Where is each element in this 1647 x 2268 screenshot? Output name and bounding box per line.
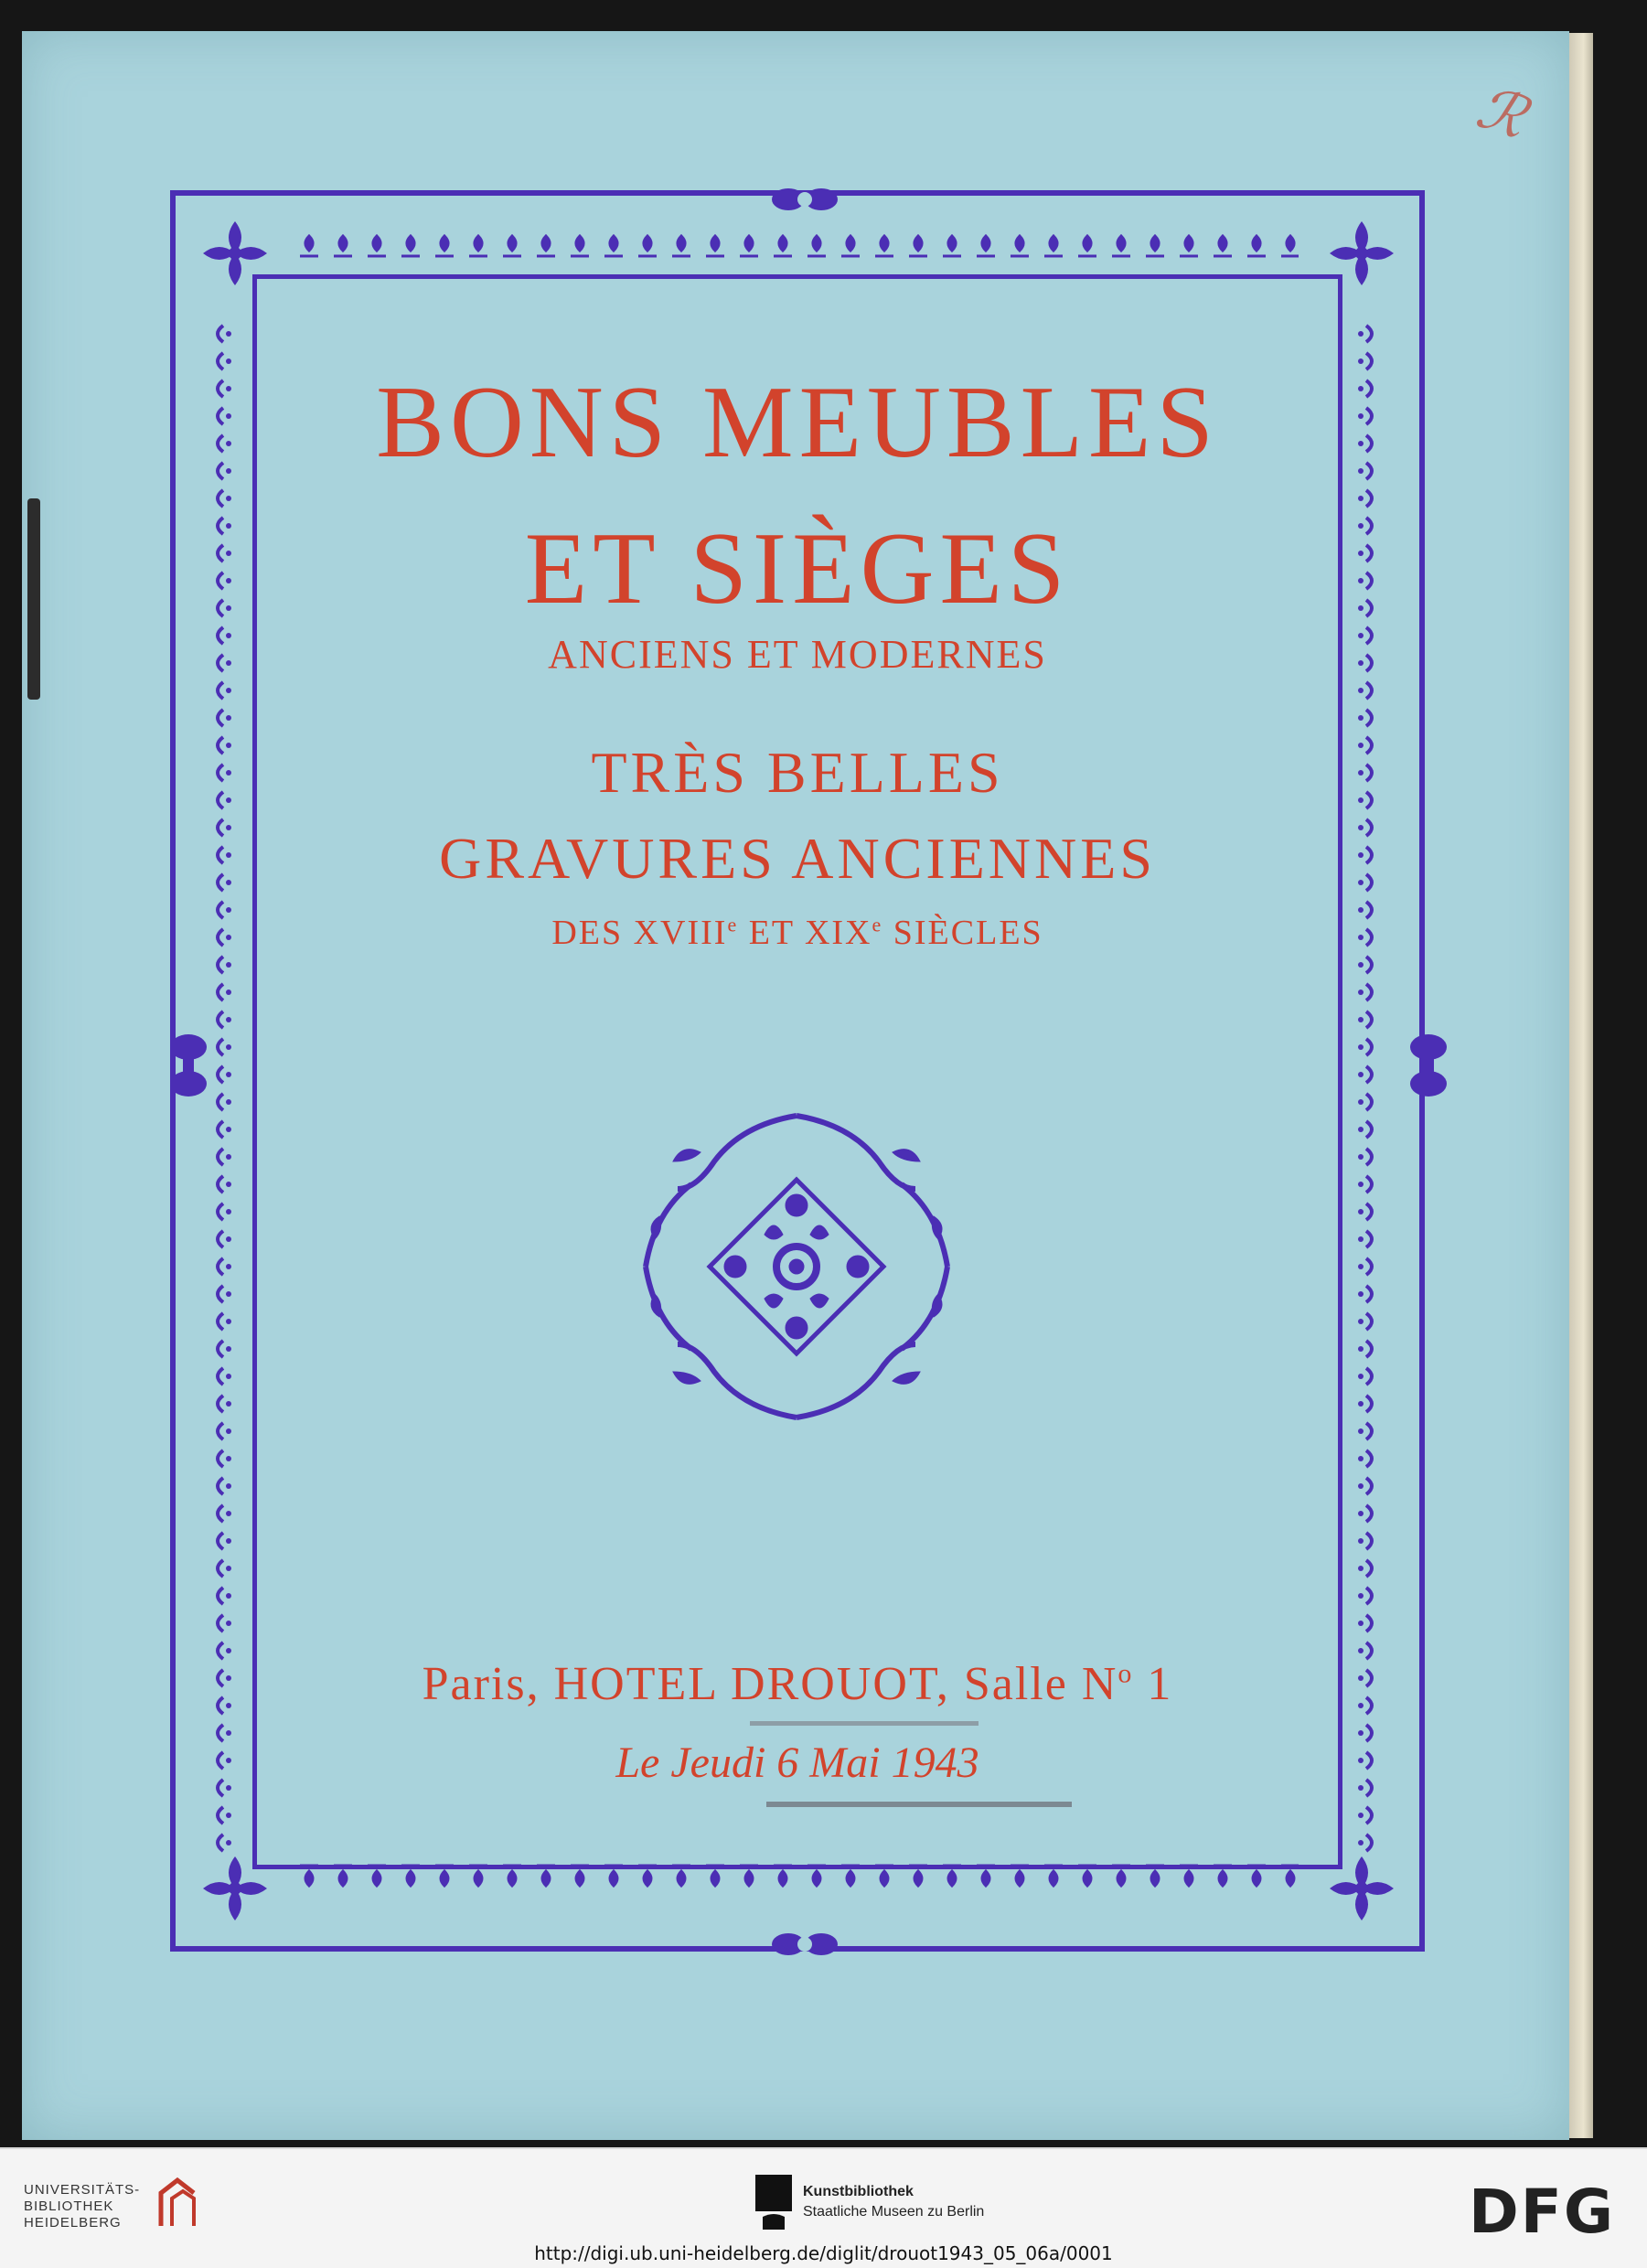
top-ornament-band	[293, 229, 1299, 265]
bottom-ornament-band	[293, 1856, 1299, 1893]
corner-fleuron-icon	[194, 212, 276, 294]
pencil-underline	[766, 1802, 1072, 1807]
sale-date: Le Jeudi 6 Mai 1943	[615, 1738, 979, 1787]
digitization-footer	[0, 2147, 1647, 2268]
top-knot-icon	[768, 181, 841, 218]
corner-fleuron-icon	[1321, 1847, 1403, 1930]
university-library-logo-icon	[155, 2175, 201, 2231]
uni-line-3: HEIDELBERG	[24, 2215, 122, 2231]
corner-fleuron-icon	[1321, 212, 1403, 294]
venue-line: Paris, HOTEL DROUOT, Salle $N^o$ 1	[422, 1658, 1173, 1710]
kunstbibliothek-logo-icon	[755, 2175, 792, 2233]
subtitle-line-1: ANCIENS ET MODERNES	[548, 632, 1047, 677]
subtitle-centuries: DES XVIIIe ET XIXe SIÈCLES	[551, 913, 1043, 952]
pencil-underline	[750, 1721, 979, 1726]
university-library-name	[24, 2182, 140, 2231]
kb-name: Kunstbibliothek	[803, 2184, 914, 2199]
side-knot-icon	[1401, 1024, 1456, 1107]
title-line-3: TRÈS BELLES	[591, 740, 1004, 805]
title-line-4: GRAVURES ANCIENNES	[439, 826, 1156, 891]
binding-staple	[27, 498, 40, 700]
title-line-1: BONS MEUBLES	[376, 366, 1219, 479]
right-ornament-band	[1352, 320, 1388, 1856]
central-floral-ornament-icon	[627, 1097, 966, 1436]
pencil-annotation: ℛ	[1469, 73, 1535, 153]
permalink-url[interactable]: http://digi.ub.uni-heidelberg.de/diglit/drouot1943_05_06a/0001	[534, 2242, 1113, 2264]
corner-fleuron-icon	[194, 1847, 276, 1930]
side-knot-icon	[161, 1024, 216, 1107]
uni-line-1: UNIVERSITÄTS-	[24, 2182, 141, 2198]
dfg-logo: DFG	[1469, 2177, 1616, 2247]
uni-line-2: BIBLIOTHEK	[24, 2198, 114, 2214]
bottom-knot-icon	[768, 1926, 841, 1963]
page-edge	[1569, 33, 1593, 2138]
kunstbibliothek-credit	[803, 2182, 984, 2222]
title-line-2: ET SIÈGES	[524, 512, 1071, 626]
kb-subtitle: Staatliche Museen zu Berlin	[803, 2204, 985, 2220]
